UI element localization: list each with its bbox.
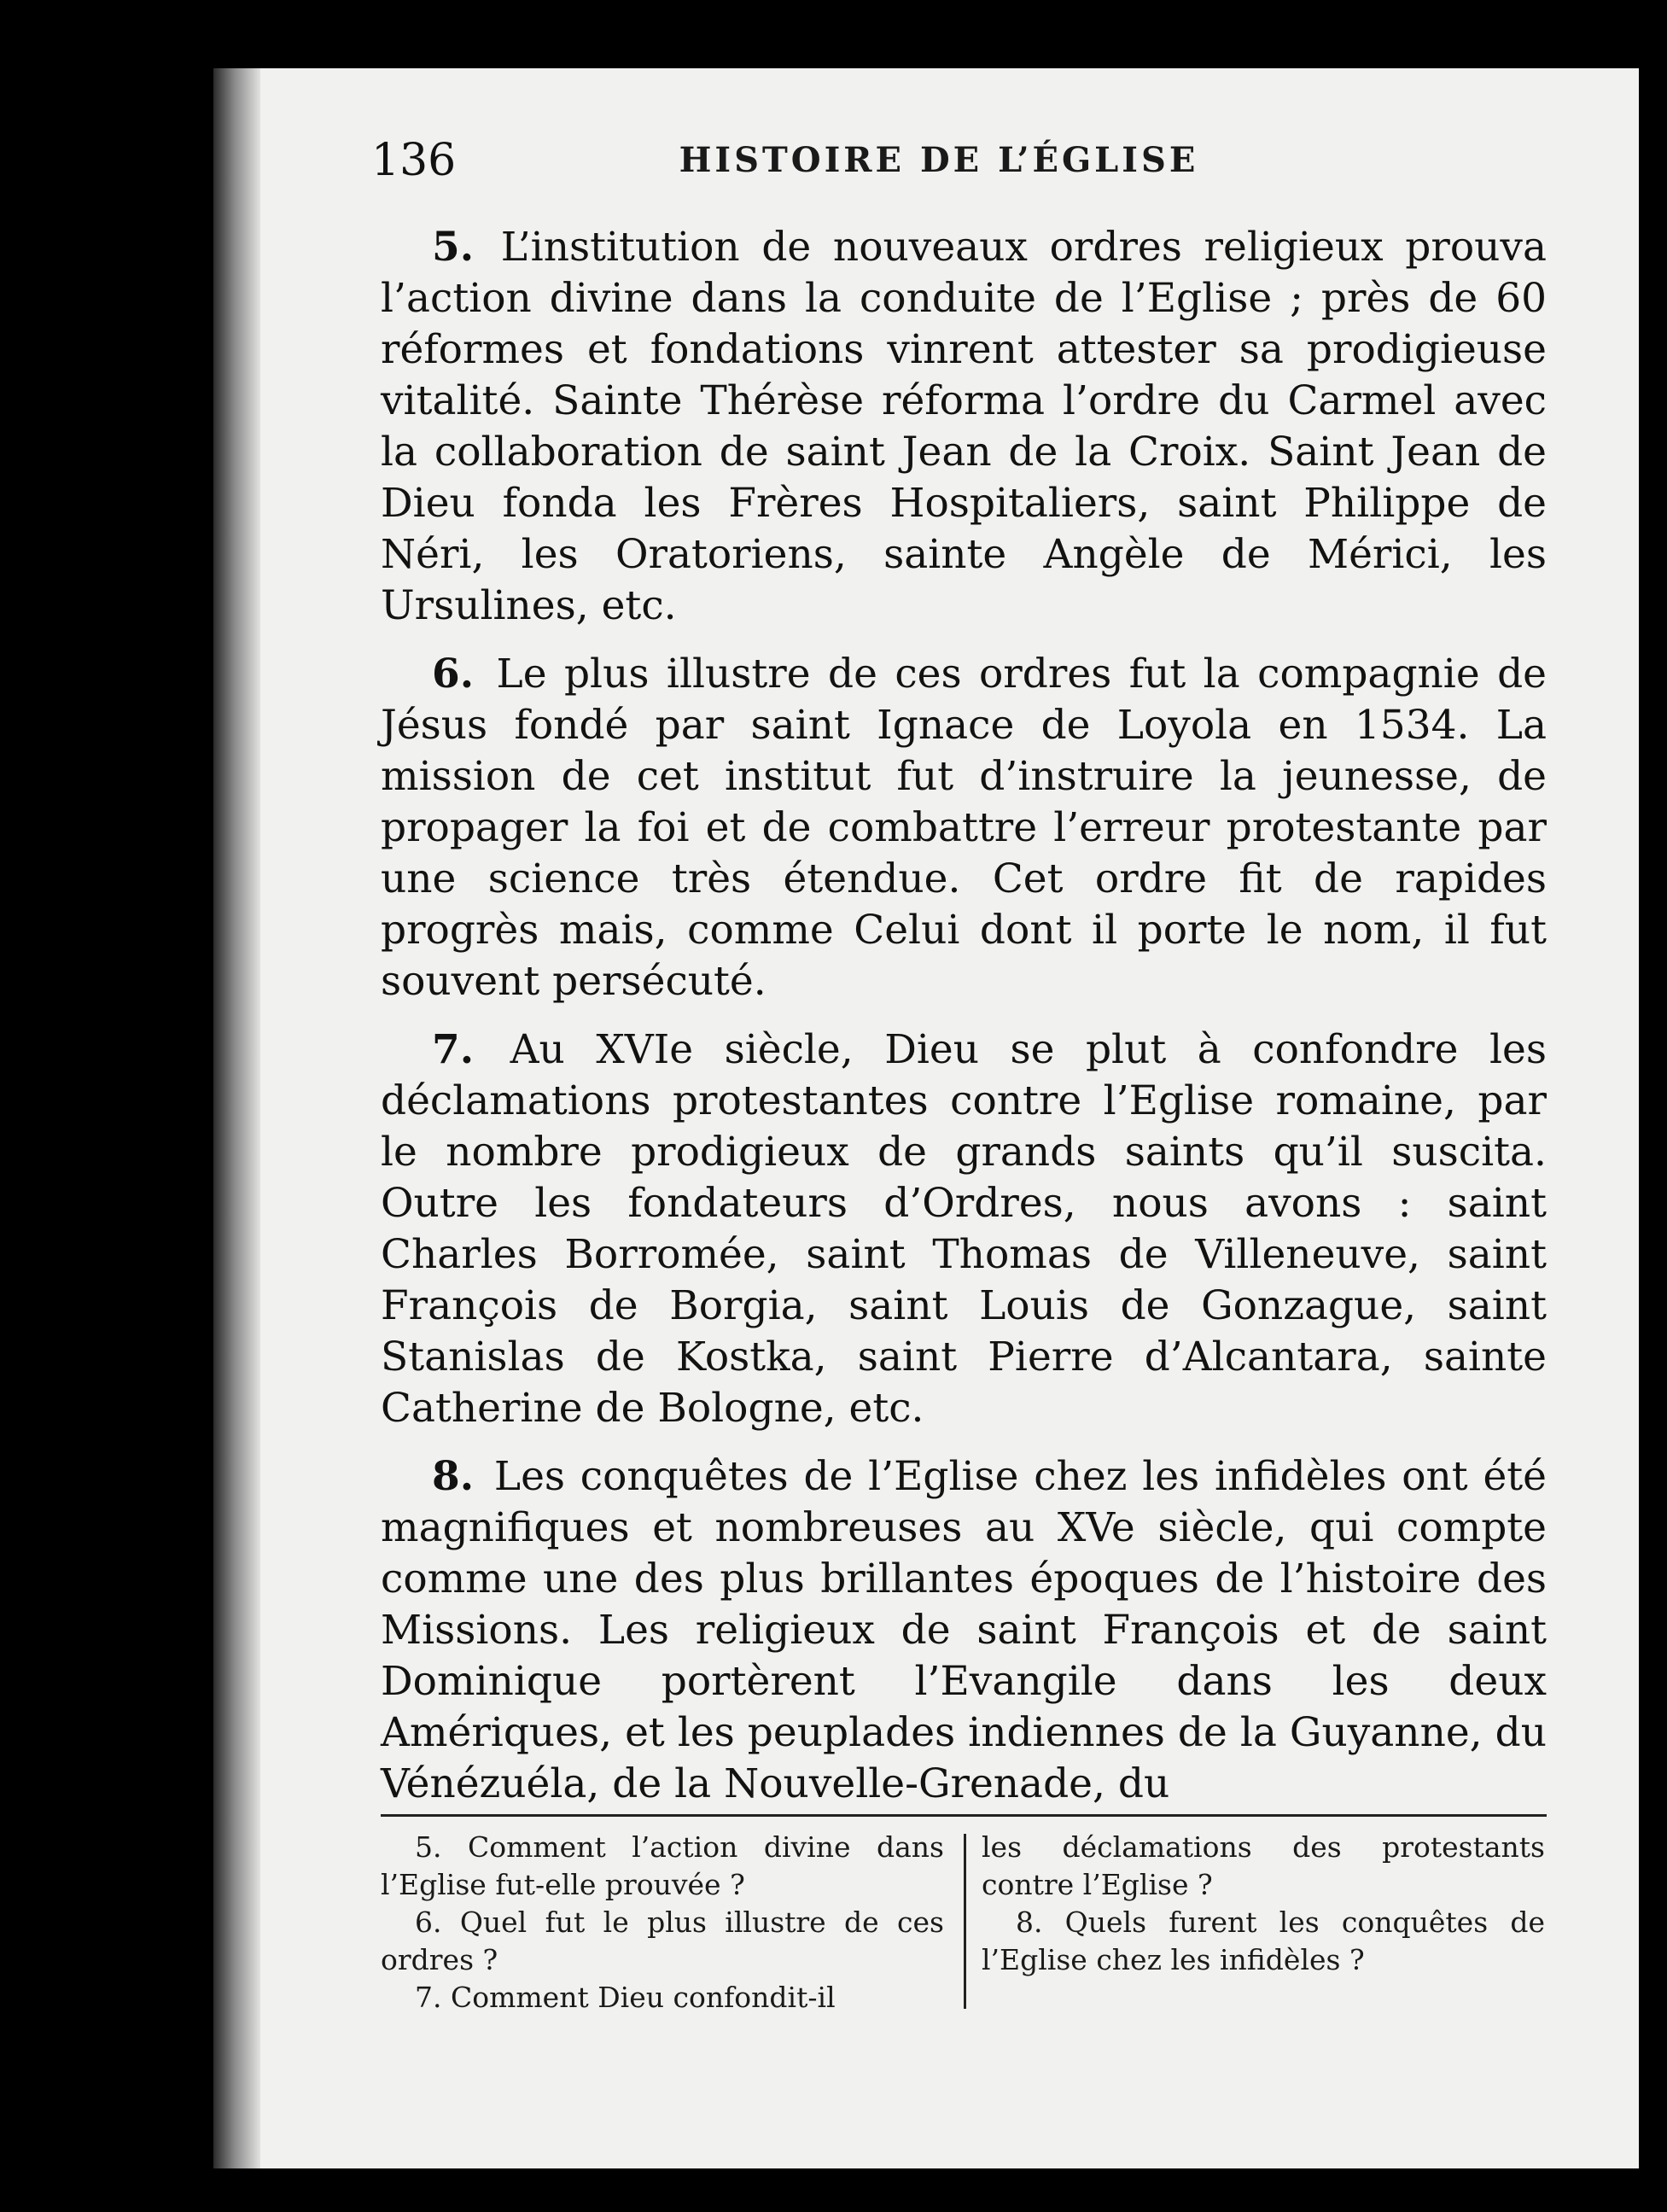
paragraph-text: Le plus illustre de ces ordres fut la compagnie de Jésus fondé par saint Ignace de Loyola en 1534. La mission de cet institut fut d’instruire la jeunesse, de propager la foi et de combattre l’erreur protestante par une science très étendue. Cet ordre fit de rapides progrès mais, comme Celui dont il porte le nom, il fut souvent persécuté. [381,651,1547,1005]
paragraph-number: 7. [432,1026,475,1073]
footnote-question-5: 5. Comment l’action divine dans l’Eglise fut-elle prouvée ? [381,1830,944,1901]
footnotes [381,1829,1547,2051]
paragraph-number: 8. [432,1453,475,1500]
page-header [371,135,1507,186]
footnote-question-7-continuation: les déclamations des protestants contre l’Eglise ? [982,1830,1545,1901]
paragraph-text: Les conquêtes de l’Eglise chez les infidèles ont été magnifiques et nombreuses au XVe siècle, qui compte comme une des plus brillantes époques de l’histoire des Missions. Les religieux de saint François et de saint Dominique portèrent l’Evangile dans les deux Amériques, et les peuplades indiennes de la Guyanne, du Vénézuéla, de la Nouvelle-Grenade, du [381,1453,1547,1807]
main-text [381,222,1547,1827]
footnotes-right-column [982,1829,1545,1979]
page-number: 136 [371,135,457,186]
paragraph-number: 5. [432,224,475,271]
book-page [213,68,1639,2168]
paragraph-text: L’institution de nouveaux ordres religieux prouva l’action divine dans la conduite de l’Eglise ; près de 60 réformes et fondations vinrent attester sa prodigieuse vitalité. Sainte Thérèse réforma l’ordre du Carmel avec la collaboration de saint Jean de la Croix. Saint Jean de Dieu fonda les Frères Hospitaliers, saint Philippe de Néri, les Oratoriens, sainte Angèle de Mérici, les Ursulines, etc. [381,224,1547,629]
footnote-divider [381,1814,1547,1817]
footnote-column-divider [964,1834,966,2009]
footnotes-left-column [381,1829,944,2016]
paragraph-text: Au XVIe siècle, Dieu se plut à confondre les déclamations protestantes contre l’Eglise romaine, par le nombre prodigieux de grands saints qu’il suscita. Outre les fondateurs d’Ordres, nous avons : saint Charles Borromée, saint Thomas de Villeneuve, saint François de Borgia, saint Louis de Gonzague, saint Stanislas de Kostka, saint Pierre d’Alcantara, sainte Catherine de Bologne, etc. [381,1026,1547,1432]
footnote-question-7: 7. Comment Dieu confondit-il [415,1981,836,2014]
paragraph-5 [381,222,1547,632]
running-title: HISTOIRE DE L’ÉGLISE [679,140,1199,180]
footnote-question-6: 6. Quel fut le plus illustre de ces ordres ? [381,1906,944,1976]
footnote-question-8: 8. Quels furent les conquêtes de l’Eglise chez les infidèles ? [982,1906,1545,1976]
paragraph-8 [381,1451,1547,1810]
paragraph-7 [381,1024,1547,1434]
paragraph-6 [381,649,1547,1007]
paragraph-number: 6. [432,651,475,697]
